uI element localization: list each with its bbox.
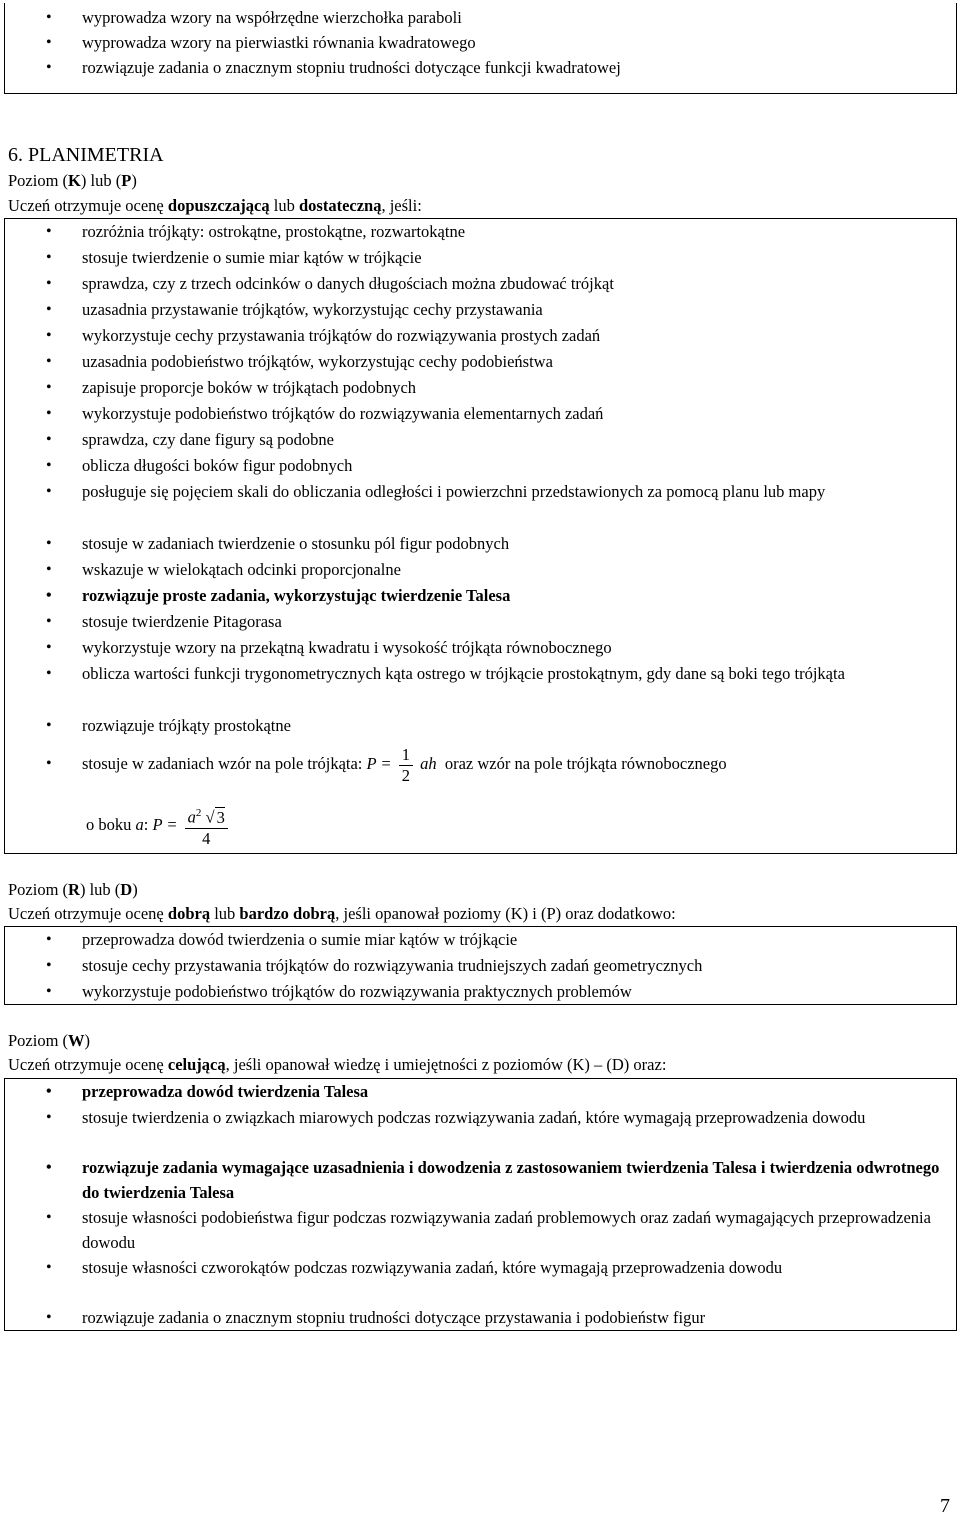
list-item: • oblicza wartości funkcji trygonometrycznych kąta ostrego w trójkącie prostokątnym, gdy dane są boki tego trójkąta: [0, 661, 942, 713]
list-item: • wykorzystuje wzory na przekątną kwadratu i wysokość trójkąta równobocznego: [0, 635, 950, 661]
grade-kp-line: Uczeń otrzymuje ocenę dopuszczającą lub dostateczną, jeśli:: [8, 196, 422, 215]
list-item-bold: • rozwiązuje proste zadania, wykorzystując twierdzenie Talesa: [0, 583, 950, 609]
level-rd-heading: Poziom (R) lub (D): [8, 880, 138, 899]
list-item: • stosuje własności podobieństwa figur podczas rozwiązywania zadań problemowych oraz zadań wymagających przeprowadzenia dowodu: [0, 1205, 942, 1255]
list-item: • rozwiązuje trójkąty prostokątne: [0, 713, 950, 739]
list-item: • rozróżnia trójkąty: ostrokątne, prostokątne, rozwartokątne: [0, 219, 950, 245]
list-item: • posługuje się pojęciem skali do obliczania odległości i powierzchni przedstawionych za pomocą planu lub mapy: [0, 479, 942, 531]
list-item: • sprawdza, czy dane figury są podobne: [0, 427, 950, 453]
list-item: • stosuje własności czworokątów podczas rozwiązywania zadań, które wymagają przeprowadzenia dowodu: [0, 1255, 942, 1305]
list-item: • rozwiązuje zadania o znacznym stopniu trudności dotyczące przystawania i podobieństw figur: [0, 1305, 950, 1331]
list-item: • wyprowadza wzory na współrzędne wierzchołka paraboli: [0, 5, 950, 30]
list-item: • rozwiązuje zadania wymagające uzasadnienia i dowodzenia z zastosowaniem twierdzenia Talesa i twierdzenia odwrotnego do twierdzenia Talesa: [0, 1155, 942, 1205]
list-item: • sprawdza, czy z trzech odcinków o danych długościach można zbudować trójkąt: [0, 271, 950, 297]
list-item: • oblicza długości boków figur podobnych: [0, 453, 950, 479]
formula-lhs: P =: [366, 754, 392, 773]
list-item: • wykorzystuje podobieństwo trójkątów do rozwiązywania praktycznych problemów: [0, 979, 950, 1005]
fraction-half: $\frac{1}{2}$: [399, 745, 413, 786]
list-item: • wykorzystuje podobieństwo trójkątów do rozwiązywania elementarnych zadań: [0, 401, 950, 427]
list-item: • uzasadnia podobieństwo trójkątów, wykorzystując cechy podobieństwa: [0, 349, 950, 375]
list-item: • stosuje twierdzenia o związkach miarowych podczas rozwiązywania zadań, które wymagają przeprowadzenia dowodu: [0, 1105, 942, 1155]
list-item: • zapisuje proporcje boków w trójkątach podobnych: [0, 375, 950, 401]
fraction-equilateral-area: $\frac{a^2 √ 3}{4}$: [185, 803, 228, 849]
section-heading: 6. PLANIMETRIA: [8, 144, 164, 166]
list-item: • wyprowadza wzory na pierwiastki równania kwadratowego: [0, 30, 950, 55]
grade-rd-line: Uczeń otrzymuje ocenę dobrą lub bardzo dobrą, jeśli opanował poziomy (K) i (P) oraz dodatkowo:: [8, 904, 676, 923]
formula-line-2: o boku a: P = $\frac{a^2 √ 3}{4}$: [8, 800, 231, 850]
rd-list: [0, 927, 950, 1005]
grade-w-line: Uczeń otrzymuje ocenę celującą, jeśli opanował wiedzę i umiejętności z poziomów (K) – (D) oraz:: [8, 1055, 667, 1074]
level-w-heading: Poziom (W): [8, 1031, 91, 1050]
list-item: • stosuje twierdzenie Pitagorasa: [0, 609, 950, 635]
level-kp-heading: Poziom (K) lub (P): [8, 171, 137, 190]
w-list: [0, 1079, 950, 1331]
list-item: • wskazuje w wielokątach odcinki proporcjonalne: [0, 557, 950, 583]
top-list: [0, 5, 950, 80]
list-item: • przeprowadza dowód twierdzenia Talesa: [0, 1079, 950, 1105]
formula-item: • stosuje w zadaniach wzór na pole trójkąta: P = $\frac{1}{2}$ ah oraz wzór na pole trójkąta równobocznego: [0, 739, 950, 789]
list-item: • rozwiązuje zadania o znacznym stopniu trudności dotyczące funkcji kwadratowej: [0, 55, 950, 80]
list-item: • uzasadnia przystawanie trójkątów, wykorzystując cechy przystawania: [0, 297, 950, 323]
list-item: • przeprowadza dowód twierdzenia o sumie miar kątów w trójkącie: [0, 927, 950, 953]
list-item: • stosuje cechy przystawania trójkątów do rozwiązywania trudniejszych zadań geometrycznych: [0, 953, 950, 979]
list-item: • stosuje w zadaniach twierdzenie o stosunku pól figur podobnych: [0, 531, 950, 557]
kp-list: [0, 219, 950, 789]
page-number: 7: [940, 1495, 950, 1517]
list-item: • wykorzystuje cechy przystawania trójkątów do rozwiązywania prostych zadań: [0, 323, 950, 349]
list-item: • stosuje twierdzenie o sumie miar kątów w trójkącie: [0, 245, 950, 271]
